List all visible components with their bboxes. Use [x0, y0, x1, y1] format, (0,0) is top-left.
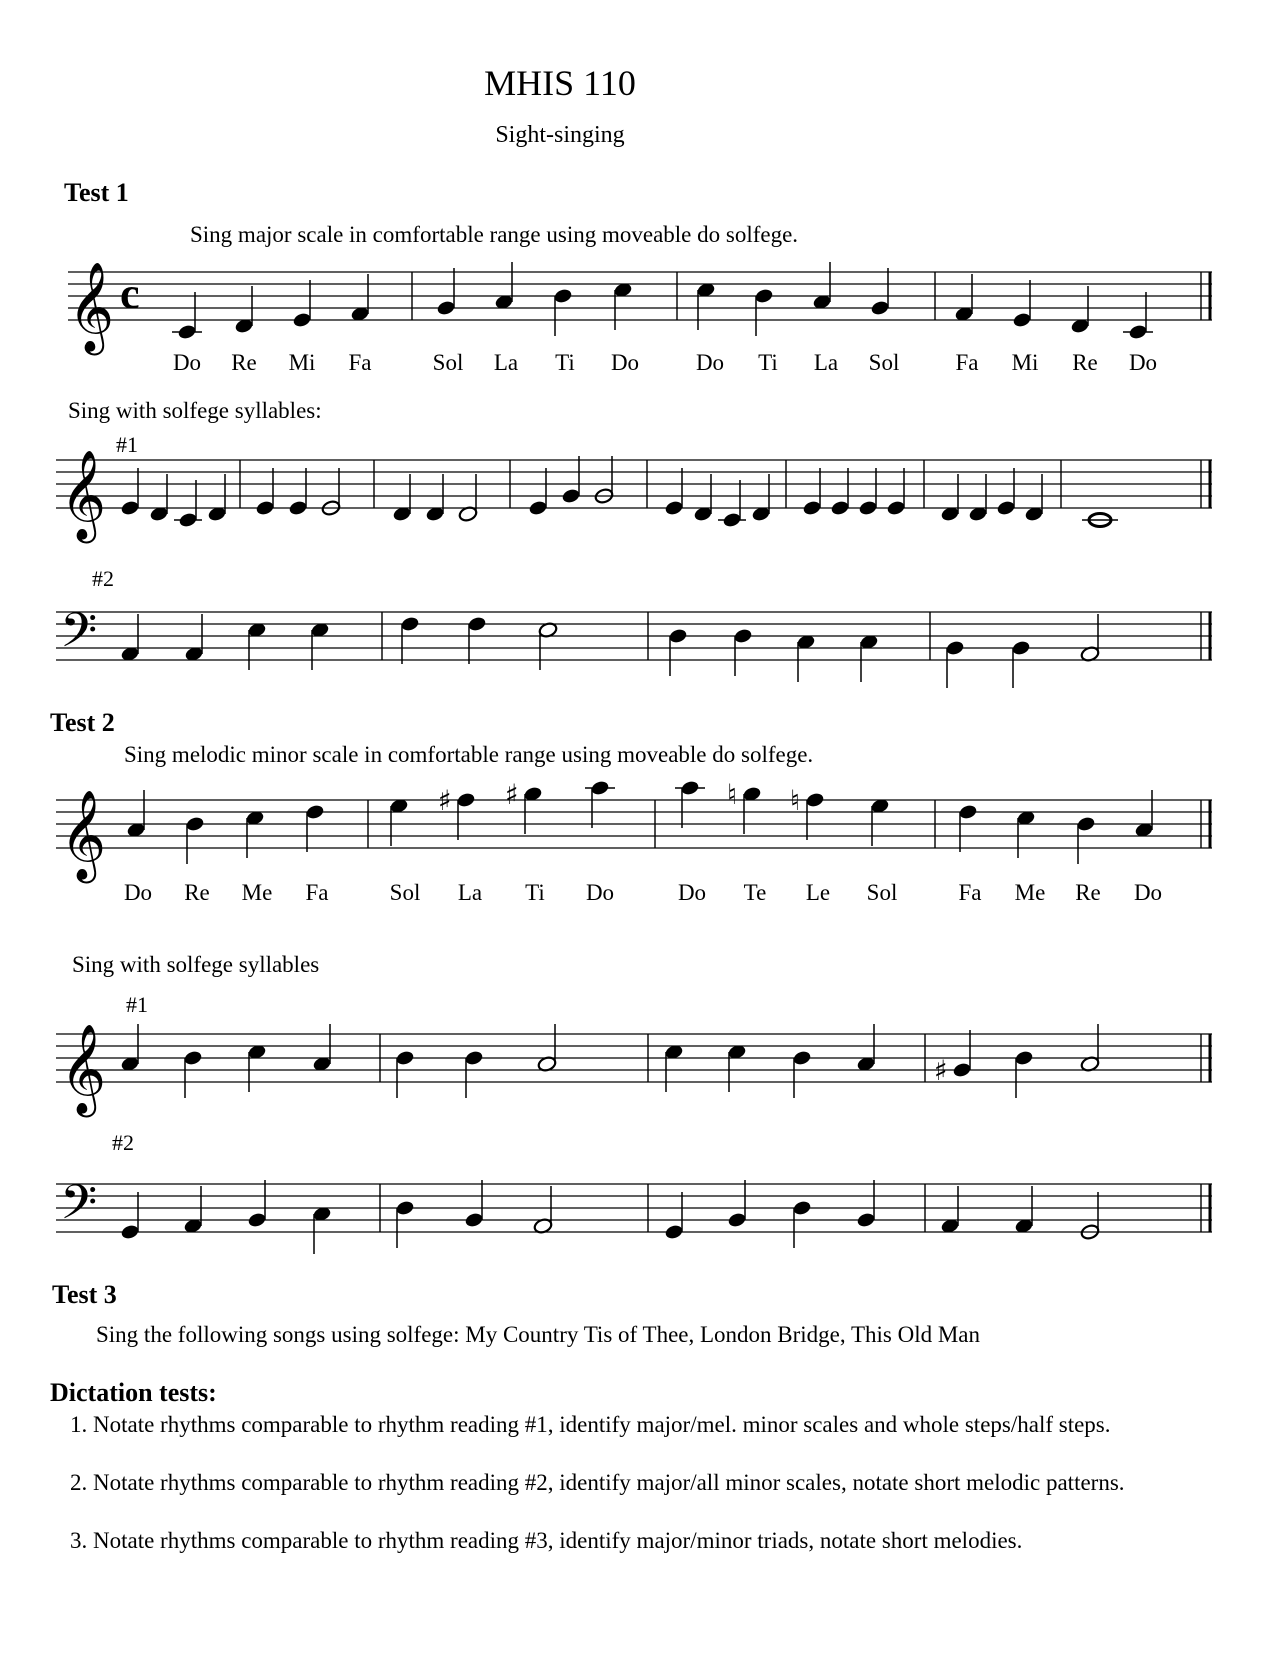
syllable: Sol	[866, 880, 898, 905]
notes-test2-example1	[120, 1024, 1100, 1098]
page-subtitle: Sight-singing	[495, 122, 625, 148]
staff-test2-example1	[0, 1010, 1280, 1114]
test3-heading: Test 3	[52, 1280, 117, 1309]
syllable: Ti	[525, 880, 545, 905]
test1-example1-label: #1	[116, 432, 138, 457]
staff-test2-example2	[0, 1160, 1280, 1260]
syllable: Do	[172, 350, 202, 375]
syllable: Ti	[555, 350, 575, 375]
dictation-item-1: 1. Notate rhythms comparable to rhythm reading #1, identify major/mel. minor scales and whole steps/half steps.	[70, 1412, 1111, 1437]
natural-icon: ♮	[790, 784, 801, 817]
staff-lines	[68, 272, 1212, 320]
test2-example2-label: #2	[112, 1130, 134, 1155]
dictation-item-2: 2. Notate rhythms comparable to rhythm reading #2, identify major/all minor scales, notate short melodic patterns.	[70, 1470, 1125, 1495]
natural-icon: ♮	[727, 778, 738, 811]
syllable: Mi	[288, 350, 316, 375]
test1-instruction: Sing major scale in comfortable range using moveable do solfege.	[190, 222, 799, 247]
notes-test1-example2	[120, 614, 1100, 688]
sharp-icon: ♯	[934, 1054, 948, 1087]
syllable: Do	[585, 880, 615, 905]
notes-melodic-minor-scale	[126, 778, 1154, 864]
syllable: Sol	[868, 350, 900, 375]
notes-test2-example2	[120, 1180, 1100, 1254]
staff-test1-example2	[0, 590, 1280, 680]
sharp-icon: ♯	[505, 778, 519, 811]
syllable: Do	[695, 350, 725, 375]
sharp-icon: ♯	[438, 784, 452, 817]
syllable: Do	[1128, 350, 1158, 375]
notes-major-scale	[172, 262, 1153, 341]
test2-subheading: Sing with solfege syllables	[72, 952, 320, 977]
staff-test1-example1	[0, 450, 1280, 540]
bass-clef-icon: 𝄢	[60, 602, 98, 670]
test2-example1-label: #1	[126, 992, 148, 1017]
treble-clef-icon: 𝄞	[60, 1024, 107, 1114]
syllable: La	[813, 350, 839, 375]
syllable: Te	[743, 880, 767, 905]
syllable: La	[493, 350, 519, 375]
syllable: Fa	[305, 880, 329, 905]
syllable: Re	[231, 350, 257, 375]
syllable: Le	[805, 880, 831, 905]
treble-clef-icon: 𝄞	[60, 790, 107, 880]
syllable: Do	[677, 880, 707, 905]
test3-instruction: Sing the following songs using solfege: My Country Tis of Thee, London Bridge, This Old Man	[96, 1322, 981, 1347]
syllable: Do	[1133, 880, 1163, 905]
syllable: Re	[184, 880, 210, 905]
syllable: Fa	[958, 880, 982, 905]
bass-clef-icon: 𝄢	[60, 1174, 98, 1242]
syllable: Ti	[758, 350, 778, 375]
test2-heading: Test 2	[50, 708, 115, 737]
dictation-heading: Dictation tests:	[50, 1378, 217, 1407]
syllable: Me	[1014, 880, 1046, 905]
syllable: Mi	[1011, 350, 1039, 375]
test1-heading: Test 1	[64, 178, 129, 207]
page-title: MHIS 110	[484, 63, 636, 103]
syllable: Fa	[955, 350, 979, 375]
staff-major-scale	[0, 260, 1280, 360]
test1-example2-label: #2	[92, 566, 114, 591]
syllable: Me	[241, 880, 273, 905]
notes-test1-example1	[120, 456, 1118, 529]
syllable: Re	[1075, 880, 1101, 905]
treble-clef-icon: 𝄞	[60, 450, 107, 540]
syllable: Sol	[389, 880, 421, 905]
test1-subheading: Sing with solfege syllables:	[68, 398, 322, 423]
syllable: La	[457, 880, 483, 905]
syllable: Re	[1072, 350, 1098, 375]
syllable: Do	[123, 880, 153, 905]
syllable: Fa	[348, 350, 372, 375]
test2-instruction: Sing melodic minor scale in comfortable range using moveable do solfege.	[124, 742, 814, 767]
syllable: Sol	[432, 350, 464, 375]
dictation-item-3: 3. Notate rhythms comparable to rhythm reading #3, identify major/minor triads, notate short melodies.	[70, 1528, 1023, 1553]
staff-melodic-minor-scale	[0, 780, 1280, 880]
time-signature: c	[120, 269, 140, 318]
treble-clef-icon: 𝄞	[68, 262, 115, 352]
syllable: Do	[610, 350, 640, 375]
